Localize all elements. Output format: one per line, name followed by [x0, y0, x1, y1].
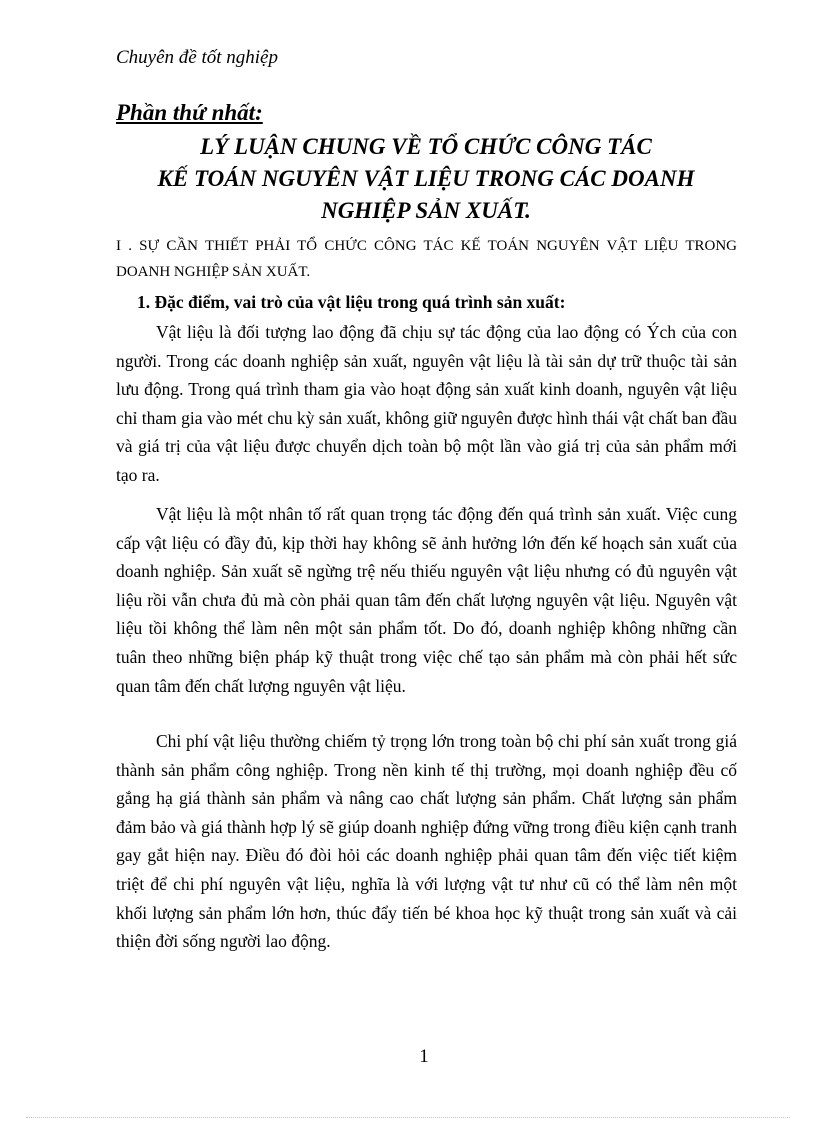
running-header: Chuyên đề tốt nghiệp	[116, 47, 278, 68]
body-paragraph: Vật liệu là đối tượng lao động đã chịu sự tác động của lao động có Ých của con người. Trong các doanh nghiệp sản xuất, nguyên vật liệu là tài sản dự trữ thuộc tài sản lưu động. Trong quá trình tham gia vào hoạt động sản xuất kinh doanh, nguyên vật liệu chỉ tham gia vào mét chu kỳ sản xuất, không giữ nguyên được hình thái vật chất ban đầu và giá trị của vật liệu được chuyển dịch toàn bộ một lần vào giá trị của sản phẩm mới tạo ra.	[116, 322, 737, 485]
page-bottom-divider	[26, 1117, 790, 1118]
chapter-title	[116, 131, 736, 227]
chapter-title-line: LÝ LUẬN CHUNG VỀ TỔ CHỨC CÔNG TÁC	[200, 134, 652, 159]
body-paragraph: Vật liệu là một nhân tố rất quan trọng tác động đến quá trình sản xuất. Việc cung cấp vật liệu có đầy đủ, kịp thời hay không sẽ ảnh hưởng lớn đến kế hoạch sản xuất của doanh nghiệp. Sản xuất sẽ ngừng trệ nếu thiếu nguyên vật liệu nhưng có đủ nguyên vật liệu rồi vẫn chưa đủ mà còn phải quan tâm đến chất lượng nguyên vật liệu. Nguyên vật liệu tồi không thể làm nên một sản phẩm tốt. Do đó, doanh nghiệp không những cần tuân theo những biện pháp kỹ thuật trong việc chế tạo sản phẩm mà còn phải hết sức quan tâm đến chất lượng nguyên vật liệu.	[116, 504, 737, 696]
body-paragraph: Chi phí vật liệu thường chiếm tỷ trọng lớn trong toàn bộ chi phí sản xuất trong giá thành sản phẩm công nghiệp. Trong nền kinh tế thị trường, mọi doanh nghiệp đều cố gắng hạ giá thành sản phẩm và nâng cao chất lượng sản phẩm. Chất lượng sản phẩm đảm bảo và giá thành hợp lý sẽ giúp doanh nghiệp đứng vững trong điều kiện cạnh tranh gay gắt hiện nay. Điều đó đòi hỏi các doanh nghiệp phải quan tâm đến việc tiết kiệm triệt để chi phí nguyên vật liệu, nghĩa là với lượng vật tư như cũ có thể làm nên một khối lượng sản phẩm lớn hơn, thúc đẩy tiến bé khoa học kỹ thuật trong sản xuất và cải thiện đời sống người lao động.	[116, 731, 737, 952]
chapter-title-line: NGHIỆP SẢN XUẤT.	[321, 198, 531, 223]
page-number: 1	[419, 1046, 429, 1067]
chapter-title-line: KẾ TOÁN NGUYÊN VẬT LIỆU TRONG CÁC DOANH	[157, 166, 695, 191]
part-title: Phần thứ nhất:	[116, 100, 263, 125]
subsection-heading: 1. Đặc điểm, vai trò của vật liệu trong quá trình sản xuất:	[137, 292, 566, 312]
section-heading: I . SỰ CẦN THIẾT PHẢI TỔ CHỨC CÔNG TÁC KẾ TOÁN NGUYÊN VẬT LIỆU TRONG DOANH NGHIỆP SẢN XUẤT.	[116, 238, 737, 280]
